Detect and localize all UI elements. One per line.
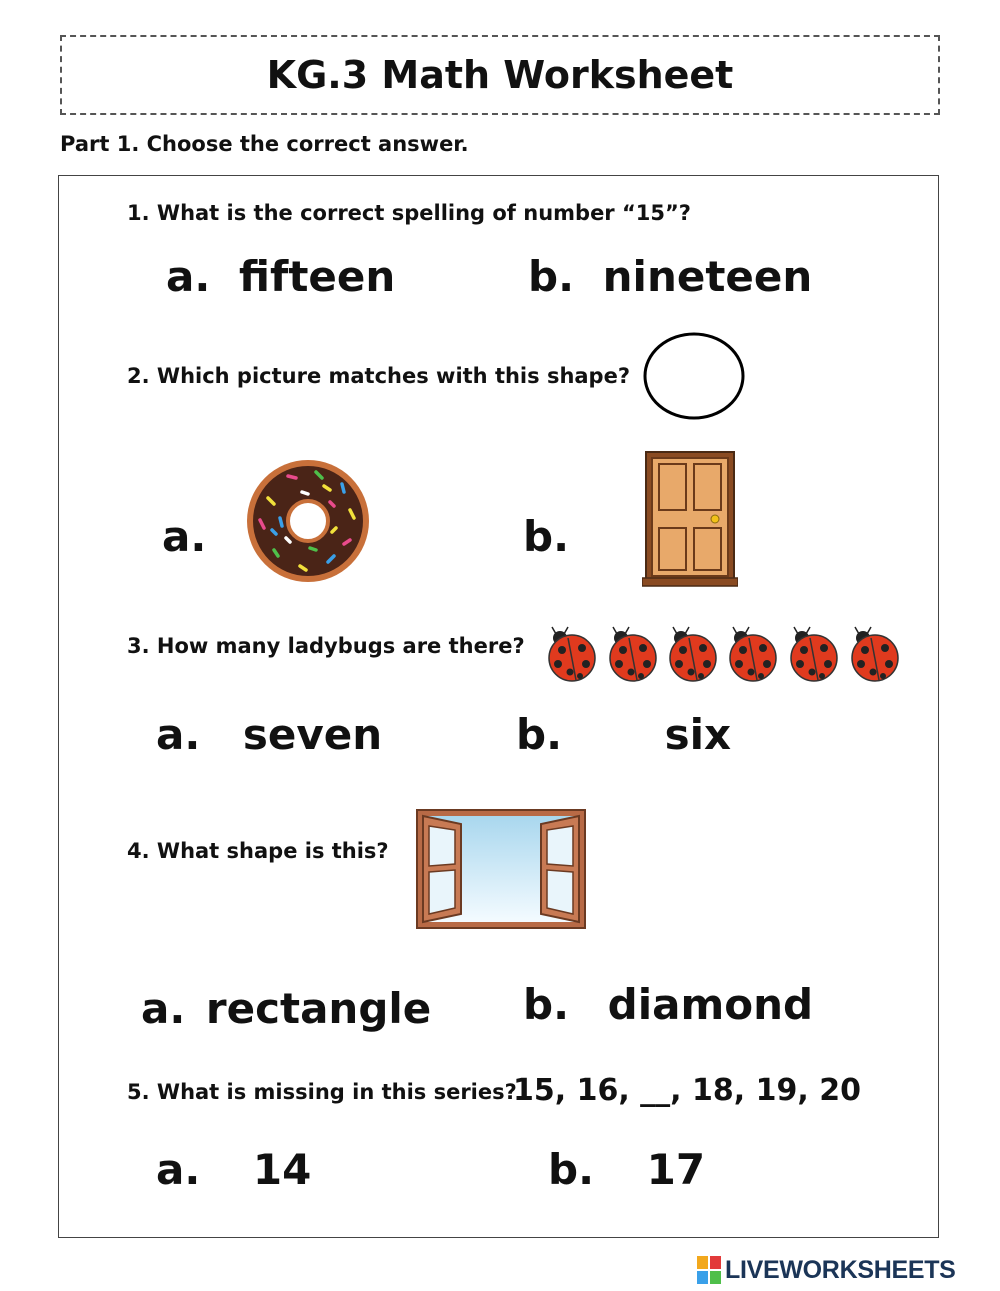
q5-option-a[interactable]	[156, 1145, 311, 1194]
question-5-text: 5. What is missing in this series?	[127, 1080, 517, 1104]
question-3-text: 3. How many ladybugs are there?	[127, 634, 525, 658]
q4-option-b-text: diamond	[607, 980, 814, 1029]
ladybug-2	[610, 627, 656, 681]
ladybug-4	[730, 627, 776, 681]
logo-blocks-icon	[697, 1256, 721, 1284]
ladybug-1	[549, 627, 595, 681]
ladybug-3	[670, 627, 716, 681]
q5-option-b-text: 17	[646, 1145, 706, 1194]
q2-option-a[interactable]	[162, 512, 206, 561]
q3-option-a-label: a.	[156, 710, 201, 759]
q1-option-b[interactable]	[528, 252, 812, 301]
title-box	[60, 35, 940, 115]
circle-icon	[640, 330, 748, 422]
q2-option-a-label: a.	[162, 512, 207, 561]
liveworksheets-logo[interactable]	[697, 1255, 956, 1285]
q1-option-a-label: a.	[166, 252, 211, 301]
question-1-text: 1. What is the correct spelling of number “15”?	[127, 201, 691, 225]
q1-option-a-text: fifteen	[238, 252, 396, 301]
q1-option-a[interactable]	[166, 252, 395, 301]
q3-option-b-text: six	[664, 710, 732, 759]
q4-option-a[interactable]	[141, 984, 431, 1033]
question-2-text: 2. Which picture matches with this shape?	[127, 364, 631, 388]
donut-image[interactable]	[244, 458, 372, 584]
q3-option-b[interactable]	[516, 710, 731, 759]
q4-option-b[interactable]	[523, 980, 813, 1029]
q1-option-b-label: b.	[528, 252, 575, 301]
ladybug-6	[852, 627, 898, 681]
window-image	[415, 808, 587, 930]
q1-option-b-text: nineteen	[602, 252, 813, 301]
q2-option-b[interactable]	[523, 512, 569, 561]
worksheet-title: KG.3 Math Worksheet	[266, 53, 734, 97]
q4-option-b-label: b.	[523, 980, 570, 1029]
q5-option-a-text: 14	[252, 1145, 312, 1194]
question-4-text: 4. What shape is this?	[127, 839, 389, 863]
ladybug-5	[791, 627, 837, 681]
door-image[interactable]	[642, 450, 738, 588]
q3-option-a-text: seven	[242, 710, 383, 759]
q2-option-b-label: b.	[523, 512, 570, 561]
number-series: 15, 16, __, 18, 19, 20	[513, 1073, 861, 1108]
part-label: Part 1. Choose the correct answer.	[60, 132, 469, 156]
q5-option-b[interactable]	[548, 1145, 705, 1194]
q3-option-a[interactable]	[156, 710, 382, 759]
ladybugs-image	[540, 624, 910, 684]
q5-option-a-label: a.	[156, 1145, 201, 1194]
logo-text: LIVEWORKSHEETS	[725, 1255, 956, 1284]
q4-option-a-text: rectangle	[205, 984, 432, 1033]
q5-option-b-label: b.	[548, 1145, 595, 1194]
q3-option-b-label: b.	[516, 710, 563, 759]
q4-option-a-label: a.	[141, 984, 186, 1033]
